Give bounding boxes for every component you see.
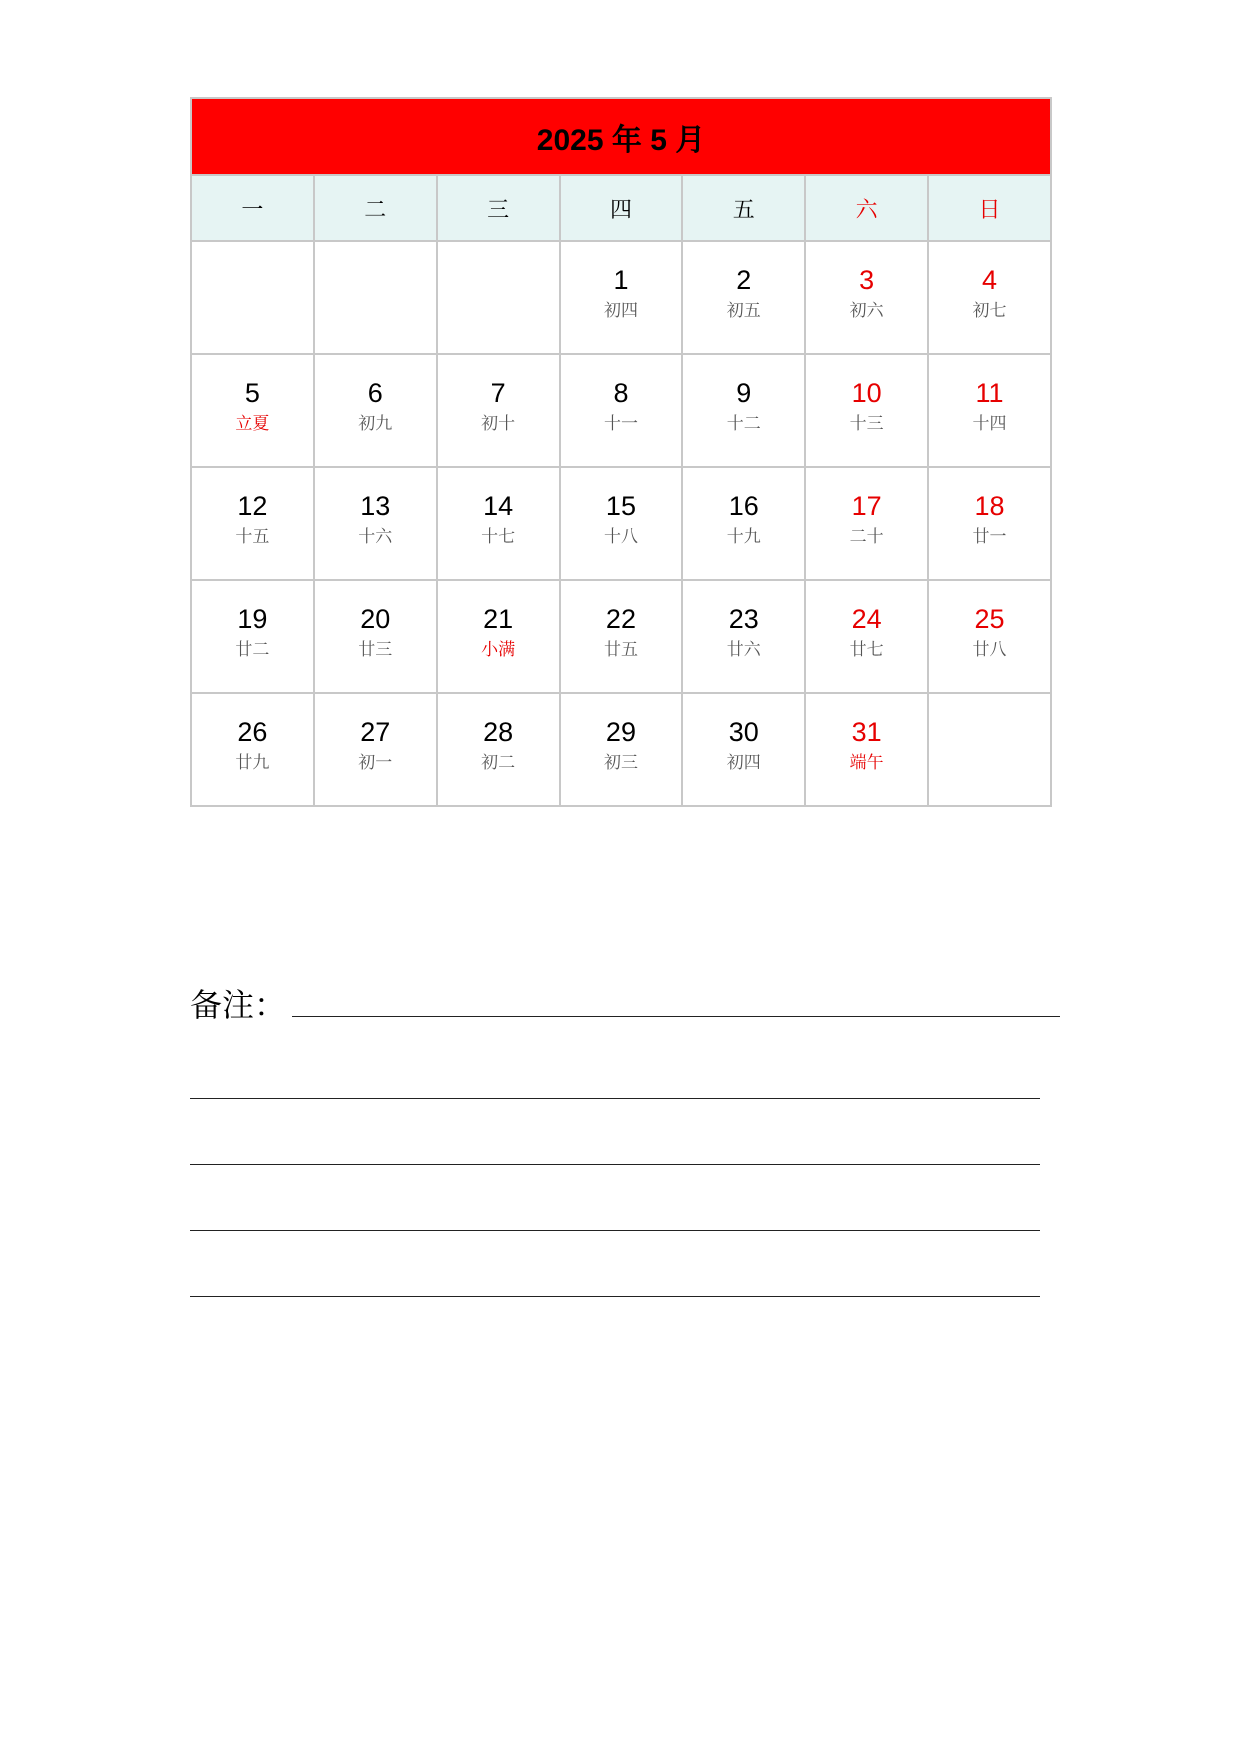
- calendar-body: [191, 241, 1051, 806]
- day-cell[interactable]: [314, 467, 437, 580]
- lunar-date: 初十: [481, 414, 516, 434]
- day-number: 18: [974, 491, 1005, 521]
- notes-line[interactable]: [292, 1015, 1060, 1017]
- day-number: 6: [367, 378, 383, 408]
- calendar-table: [190, 97, 1052, 807]
- lunar-date: 廿五: [603, 640, 638, 660]
- lunar-date: 初九: [358, 414, 393, 434]
- weekday-header-row: [191, 175, 1051, 241]
- day-cell[interactable]: [682, 354, 805, 467]
- week-row: [191, 354, 1051, 467]
- empty-day-cell: [314, 241, 437, 354]
- day-cell[interactable]: [191, 467, 314, 580]
- day-cell[interactable]: [437, 693, 560, 806]
- day-number: 20: [360, 604, 391, 634]
- day-number: 15: [605, 491, 636, 521]
- day-number: 16: [728, 491, 759, 521]
- day-number: 23: [728, 604, 759, 634]
- day-cell[interactable]: [805, 693, 928, 806]
- lunar-date: 十五: [235, 527, 270, 547]
- day-cell[interactable]: [314, 354, 437, 467]
- lunar-date: 初四: [603, 301, 638, 321]
- lunar-date: 小满: [481, 640, 516, 660]
- day-cell[interactable]: [560, 467, 683, 580]
- day-cell[interactable]: [437, 580, 560, 693]
- lunar-date: 廿六: [726, 640, 761, 660]
- day-cell[interactable]: [437, 467, 560, 580]
- lunar-date: 立夏: [235, 414, 270, 434]
- lunar-date: 初五: [726, 301, 761, 321]
- notes-section: [190, 985, 1060, 1297]
- day-number: 5: [244, 378, 260, 408]
- empty-day-cell: [928, 693, 1051, 806]
- lunar-date: 十七: [481, 527, 516, 547]
- day-number: 12: [237, 491, 268, 521]
- notes-line[interactable]: [190, 1163, 1040, 1165]
- lunar-date: 廿八: [972, 640, 1007, 660]
- day-number: 10: [851, 378, 882, 408]
- weekday-header: 六: [805, 175, 928, 241]
- day-number: 9: [736, 378, 752, 408]
- notes-line[interactable]: [190, 1295, 1040, 1297]
- day-number: 26: [237, 717, 268, 747]
- day-cell[interactable]: [437, 354, 560, 467]
- lunar-date: 初六: [849, 301, 884, 321]
- weekday-header: 三: [437, 175, 560, 241]
- notes-line[interactable]: [190, 1097, 1040, 1099]
- day-cell[interactable]: [682, 241, 805, 354]
- lunar-date: 初二: [481, 753, 516, 773]
- day-cell[interactable]: [314, 580, 437, 693]
- day-cell[interactable]: [805, 241, 928, 354]
- day-cell[interactable]: [928, 241, 1051, 354]
- notes-line[interactable]: [190, 1229, 1040, 1231]
- notes-label: 备注：: [190, 986, 287, 1024]
- weekday-header: 五: [682, 175, 805, 241]
- day-cell[interactable]: [928, 580, 1051, 693]
- lunar-date: 廿七: [849, 640, 884, 660]
- day-cell[interactable]: [191, 693, 314, 806]
- day-cell[interactable]: [560, 241, 683, 354]
- day-cell[interactable]: [805, 354, 928, 467]
- week-row: [191, 580, 1051, 693]
- day-number: 19: [237, 604, 268, 634]
- lunar-date: 十六: [358, 527, 393, 547]
- day-number: 30: [728, 717, 759, 747]
- day-cell[interactable]: [928, 467, 1051, 580]
- lunar-date: 十二: [726, 414, 761, 434]
- lunar-date: 初三: [603, 753, 638, 773]
- day-cell[interactable]: [560, 354, 683, 467]
- lunar-date: 十三: [849, 414, 884, 434]
- lunar-date: 初七: [972, 301, 1007, 321]
- day-number: 1: [613, 265, 629, 295]
- lunar-date: 十八: [603, 527, 638, 547]
- week-row: [191, 467, 1051, 580]
- day-number: 22: [605, 604, 636, 634]
- day-cell[interactable]: [682, 467, 805, 580]
- lunar-date: 二十: [849, 527, 884, 547]
- day-cell[interactable]: [928, 354, 1051, 467]
- day-number: 27: [360, 717, 391, 747]
- day-number: 24: [851, 604, 882, 634]
- day-number: 25: [974, 604, 1005, 634]
- day-cell[interactable]: [805, 467, 928, 580]
- day-cell[interactable]: [560, 693, 683, 806]
- lunar-date: 端午: [849, 753, 884, 773]
- day-number: 4: [982, 265, 998, 295]
- day-cell[interactable]: [314, 693, 437, 806]
- week-row: [191, 241, 1051, 354]
- lunar-date: 廿三: [358, 640, 393, 660]
- lunar-date: 十四: [972, 414, 1007, 434]
- weekday-header: 二: [314, 175, 437, 241]
- day-number: 7: [490, 378, 506, 408]
- lunar-date: 廿一: [972, 527, 1007, 547]
- weekday-header: 日: [928, 175, 1051, 241]
- calendar-title: 2025 年 5 月: [191, 98, 1051, 175]
- lunar-date: 十九: [726, 527, 761, 547]
- day-cell[interactable]: [191, 580, 314, 693]
- day-cell[interactable]: [682, 693, 805, 806]
- day-number: 11: [975, 378, 1004, 408]
- weekday-header: 四: [560, 175, 683, 241]
- lunar-date: 廿二: [235, 640, 270, 660]
- day-number: 13: [360, 491, 391, 521]
- day-number: 21: [483, 604, 514, 634]
- day-cell[interactable]: [560, 580, 683, 693]
- day-number: 14: [483, 491, 514, 521]
- lunar-date: 初一: [358, 753, 393, 773]
- day-number: 3: [859, 265, 875, 295]
- day-number: 29: [605, 717, 636, 747]
- day-number: 8: [613, 378, 629, 408]
- day-cell[interactable]: [682, 580, 805, 693]
- day-cell[interactable]: [191, 354, 314, 467]
- day-cell[interactable]: [805, 580, 928, 693]
- day-number: 31: [851, 717, 882, 747]
- lunar-date: 初四: [726, 753, 761, 773]
- empty-day-cell: [191, 241, 314, 354]
- week-row: [191, 693, 1051, 806]
- lunar-date: 廿九: [235, 753, 270, 773]
- lunar-date: 十一: [603, 414, 638, 434]
- empty-day-cell: [437, 241, 560, 354]
- day-number: 28: [483, 717, 514, 747]
- day-number: 17: [851, 491, 882, 521]
- day-number: 2: [736, 265, 752, 295]
- weekday-header: 一: [191, 175, 314, 241]
